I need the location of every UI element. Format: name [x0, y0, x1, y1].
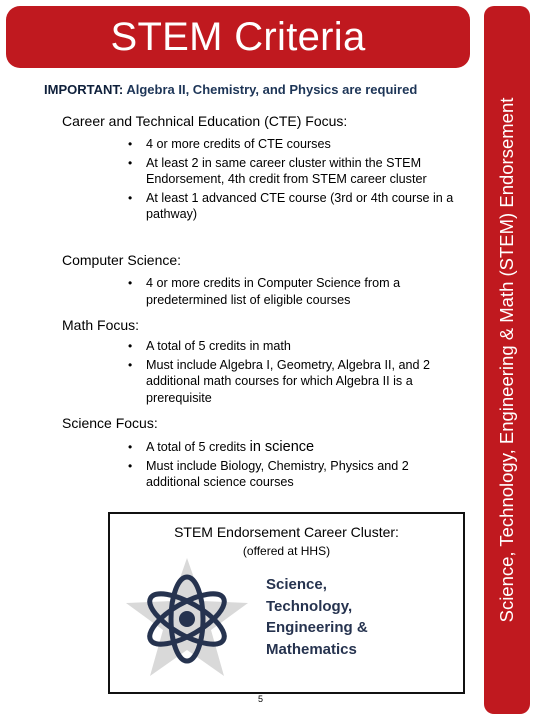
important-note: [44, 82, 464, 97]
science-item-text: A total of 5 credits: [146, 440, 250, 454]
logo-line: Mathematics: [266, 640, 357, 658]
list-item: • Must include Biology, Chemistry, Physics and 2 additional science courses: [126, 458, 466, 491]
science-heading: Science Focus:: [62, 415, 158, 431]
list-item: • At least 2 in same career cluster within the STEM Endorsement, 4th credit from STEM career cluster: [126, 155, 466, 188]
list-item: • 4 or more credits of CTE courses: [126, 136, 466, 153]
logo-line: Technology,: [266, 597, 353, 615]
cs-heading: Computer Science:: [62, 252, 182, 268]
page-title: STEM Criteria: [110, 14, 366, 59]
list-item: • At least 1 advanced CTE course (3rd or 4th course in a pathway): [126, 190, 466, 223]
list-item: • A total of 5 credits in math: [126, 338, 466, 355]
page-number: 5: [258, 694, 264, 704]
math-heading: Math Focus:: [62, 317, 140, 333]
important-label: IMPORTANT:: [44, 82, 124, 97]
list-item: [126, 439, 466, 456]
logo-line: Engineering &: [266, 619, 368, 636]
cluster-subtitle: (offered at HHS): [242, 544, 331, 558]
list-item: • 4 or more credits in Computer Science from a predetermined list of eligible courses: [126, 275, 466, 308]
cluster-logo-text: [266, 574, 368, 660]
logo-line: Science,: [266, 576, 327, 593]
important-text: Algebra II, Chemistry, and Physics are required: [126, 82, 418, 97]
atom-star-icon: [122, 556, 252, 684]
list-item: • Must include Algebra I, Geometry, Algebra II, and 2 additional math courses for which Algebra II is a prerequisite: [126, 357, 466, 407]
science-list: [126, 439, 466, 493]
side-label: Science, Technology, Engineering & Math (STEM) Endorsement: [496, 97, 517, 623]
cte-list: [126, 136, 466, 225]
science-item-emphasis: in science: [249, 439, 315, 455]
math-list: [126, 338, 466, 408]
cte-heading: Career and Technical Education (CTE) Focus:: [62, 113, 348, 129]
cluster-title: STEM Endorsement Career Cluster:: [174, 524, 399, 540]
cs-list: [126, 275, 466, 310]
